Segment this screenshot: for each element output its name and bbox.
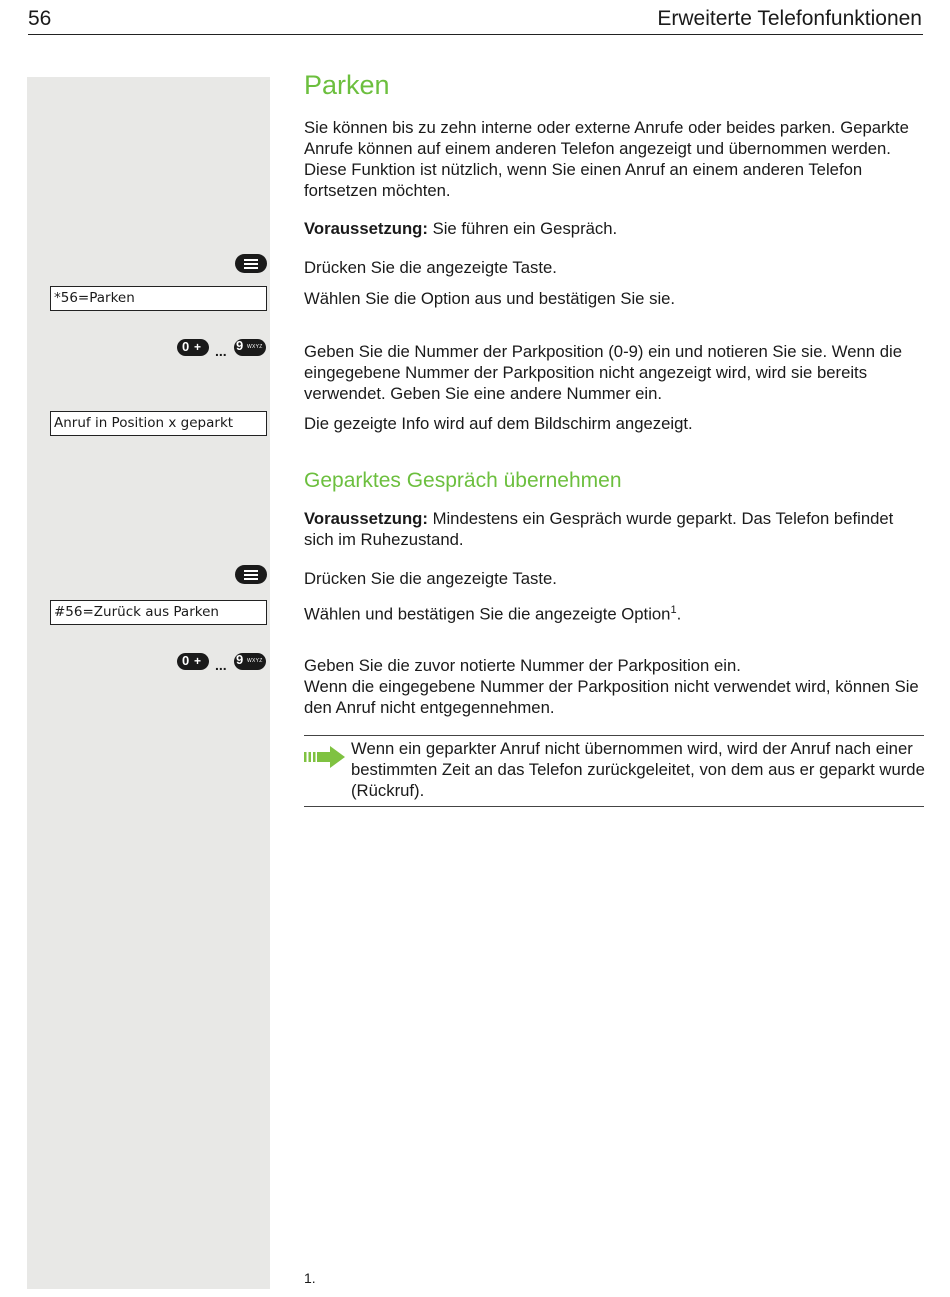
page-number: 56 bbox=[28, 7, 52, 30]
key0-digit: 0 bbox=[182, 653, 190, 668]
footnote-mark: 1. bbox=[304, 1270, 316, 1286]
key0-sym: + bbox=[194, 654, 202, 668]
display-option-zurueck: #56=Zurück aus Parken bbox=[50, 600, 267, 625]
section-title-parken: Parken bbox=[304, 70, 390, 100]
step3-text: Geben Sie die Nummer der Parkposition (0-9) ein und notieren Sie sie. Wenn die eingegebene Nummer der Parkposition nicht angezeigt wird, wird sie bereits verwendet. Geben Sie eine andere Nummer ein. bbox=[304, 342, 902, 403]
prerequisite-label: Voraussetzung: bbox=[304, 219, 428, 238]
key-9-icon bbox=[234, 339, 266, 356]
step7-text bbox=[304, 655, 924, 718]
chapter-title: Erweiterte Telefonfunktionen bbox=[657, 7, 922, 30]
key0-sym: + bbox=[194, 340, 202, 354]
key9-letters: WXYZ bbox=[247, 344, 263, 350]
step7-line1: Geben Sie die zuvor notierte Nummer der Parkposition ein. bbox=[304, 656, 741, 675]
menu-key-icon bbox=[235, 254, 267, 273]
step4-text: Die gezeigte Info wird auf dem Bildschirm angezeigt. bbox=[304, 414, 693, 433]
section-title-uebernehmen: Geparktes Gespräch übernehmen bbox=[304, 469, 622, 492]
step5-text: Drücken Sie die angezeigte Taste. bbox=[304, 569, 557, 588]
key9-digit: 9 bbox=[236, 652, 244, 667]
note-text: Wenn ein geparkter Anruf nicht übernommen wird, wird der Anruf nach einer bestimmten Zeit an das Telefon zurückgeleitet, von dem aus er geparkt wurde (Rückruf). bbox=[351, 739, 925, 800]
key9-digit: 9 bbox=[236, 338, 244, 353]
key-0-icon bbox=[177, 339, 209, 356]
range-dots: ... bbox=[215, 657, 227, 673]
step6-label: Wählen und bestätigen Sie die angezeigte Option bbox=[304, 604, 671, 624]
menu-key-icon bbox=[235, 565, 267, 584]
note-divider-bottom bbox=[304, 806, 924, 807]
header-divider bbox=[28, 34, 923, 35]
step7-line2: Wenn die eingegebene Nummer der Parkposition nicht verwendet wird, können Sie den Anruf nicht entgegennehmen. bbox=[304, 677, 919, 717]
range-dots: ... bbox=[215, 343, 227, 359]
step2-text: Wählen Sie die Option aus und bestätigen Sie sie. bbox=[304, 289, 676, 308]
key-9-icon bbox=[234, 653, 266, 670]
step1-text: Drücken Sie die angezeigte Taste. bbox=[304, 258, 557, 277]
prerequisite-text: Sie führen ein Gespräch. bbox=[427, 219, 618, 238]
section1-prerequisite bbox=[304, 218, 924, 239]
sidebar-margin bbox=[27, 77, 270, 1289]
note-divider-top bbox=[304, 735, 924, 736]
prerequisite-text: Mindestens ein Gespräch wurde geparkt. Das Telefon befindet sich im Ruhezustand. bbox=[304, 509, 894, 549]
key0-digit: 0 bbox=[182, 339, 190, 354]
step6-text: Wählen und bestätigen Sie die angezeigte Option$^1$. bbox=[304, 604, 682, 624]
arrow-icon bbox=[304, 745, 346, 774]
section1-intro: Sie können bis zu zehn interne oder externe Anrufe oder beides parken. Geparkte Anrufe können auf einem anderen Telefon angezeigt und übernommen werden. Diese Funktion ist nützlich, wenn Sie einen Anruf an einem anderen Telefon fortsetzen möchten. bbox=[304, 118, 909, 200]
display-option-parken: *56=Parken bbox=[50, 286, 267, 311]
footnote-ref: 1 bbox=[670, 604, 677, 616]
section2-prerequisite bbox=[304, 508, 924, 550]
display-info-geparkt: Anruf in Position x geparkt bbox=[50, 411, 267, 436]
prerequisite-label: Voraussetzung: bbox=[304, 509, 428, 528]
key9-letters: WXYZ bbox=[247, 658, 263, 664]
key-0-icon bbox=[177, 653, 209, 670]
